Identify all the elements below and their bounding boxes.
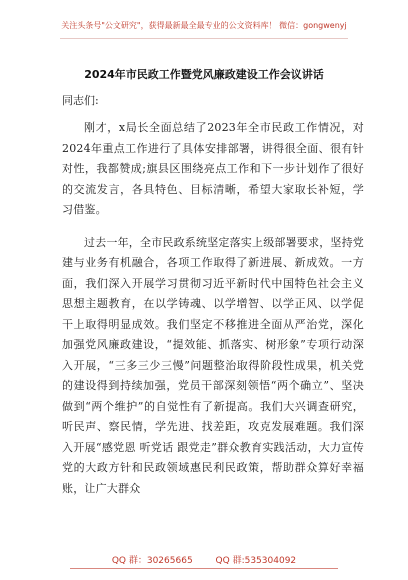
paragraph-1: 刚才，x局长全面总结了2023年全市民政工作情况，对2024年重点工作进行了具体安排部署，讲得很全面、很有针对性，我都赞成;旗县区围绕亮点工作和下一步计划作了很好的交流发言，各具特色、目标清晰，希望大家取长补短，学习借鉴。	[62, 121, 364, 216]
document-body	[62, 92, 364, 511]
header-divider	[60, 38, 348, 39]
paragraph-2: 过去一年，全市民政系统坚定落实上级部署要求，坚持党建与业务有机融合，各项工作取得了新进展、新成效。一方面，我们深入开展学习贯彻习近平新时代中国特色社会主义思想主题教育，在以学铸魂、以学增智、以学正风、以学促干上取得明显成效。我们坚定不移推进全面从严治党，深化加强党风廉政建设，“提效能、抓落实、树形象”专项行动深入开展，“三多三少三慢”问题整治取得阶段性成果，机关党的建设得到持续加强，党员干部深刻领悟“两个确立”、坚决做到“两个维护”的自觉性有了新提高。我们大兴调查研究，听民声、察民情，学先进、找差距，攻克发展难题。我们深入开展“感党恩 听党话 跟党走”群众教育实践活动，大力宣传党的大政方针和民政领域惠民利民政策，帮助群众算好幸福账，让广大群众	[62, 235, 364, 495]
qq-group-1: QQ 群：30265665	[111, 556, 193, 566]
qq-group-2: QQ 群:535304092	[215, 556, 297, 566]
promo-note: 关注头条号"公文研究"，获得最新最全最专业的公文资料库！ 微信：gongwenyj	[61, 21, 347, 30]
footer-divider	[70, 568, 338, 569]
document-title: 2024年市民政工作暨党风廉政建设工作会议讲话	[84, 68, 324, 81]
footer-qq-groups	[0, 553, 408, 566]
salutation: 同志们:	[62, 94, 99, 107]
